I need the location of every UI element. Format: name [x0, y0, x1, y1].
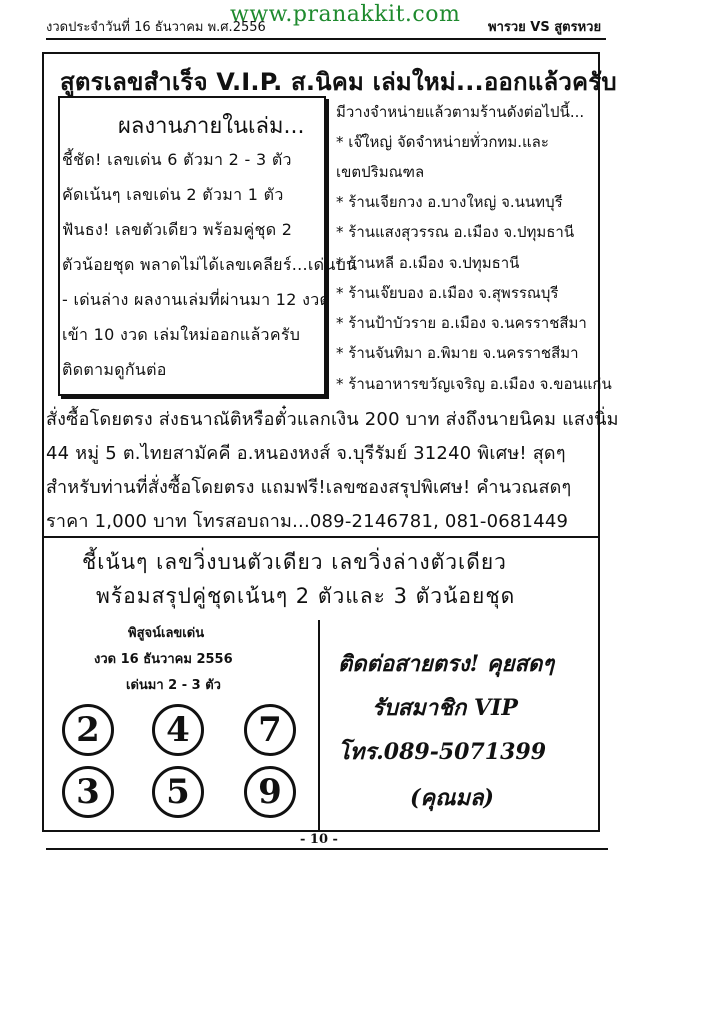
order-info-line: สั่งซื้อโดยตรง ส่งธนาณัติหรือตั๋วแลกเงิน 200 บาท ส่งถึงนายนิคม แสงนิ่ม: [46, 409, 619, 430]
results-line: ฟันธง! เลขตัวเดียว พร้อมคู่ชุด 2: [62, 220, 293, 239]
column-divider: [318, 620, 320, 830]
order-info-line: ราคา 1,000 บาท โทรสอบถาม...089-2146781, 081-0681449: [46, 511, 569, 532]
dealer-list-intro: มีวางจำหน่ายแล้วตามร้านดังต่อไปนี้...: [336, 103, 585, 121]
page-number: - 10 -: [300, 832, 338, 847]
results-title: ผลงานภายในเล่ม...: [118, 114, 305, 139]
order-info-line: สำหรับท่านที่สั่งซื้อโดยตรง แถมฟรี!เลขซองสรุปพิเศษ! คำนวณสดๆ: [46, 477, 572, 498]
dealer-item: * ร้านอาหารขวัญเจริญ อ.เมือง จ.ขอนแก่น: [336, 375, 612, 393]
issue-date-header: งวดประจำวันที่ 16 ธันวาคม พ.ศ.2556: [46, 20, 266, 35]
dealer-item: * ร้านแสงสุวรรณ อ.เมือง จ.ปทุมธานี: [336, 223, 575, 241]
contact-name: (คุณมล): [410, 785, 494, 811]
footer-divider: [46, 848, 608, 850]
publication-name: พารวย VS สูตรหวย: [488, 20, 602, 35]
advert-title: สูตรเลขสำเร็จ V.I.P. ส.นิคม เล่มใหม่...ออกแล้วครับ: [60, 68, 617, 96]
results-line: เข้า 10 งวด เล่มใหม่ออกแล้วครับ: [62, 325, 301, 344]
dealer-item: * ร้านหลี อ.เมือง จ.ปทุมธานี: [336, 254, 520, 272]
contact-phone: โทร.089-5071399: [338, 739, 547, 765]
dealer-item: * ร้านป้าบัวราย อ.เมือง จ.นครราชสีมา: [336, 314, 587, 332]
proof-date: งวด 16 ธันวาคม 2556: [94, 652, 233, 667]
results-line: - เด่นล่าง ผลงานเล่มที่ผ่านมา 12 งวด: [62, 290, 331, 309]
header-divider: [46, 38, 606, 40]
number-circle: 3: [62, 766, 114, 818]
dealer-item: * เจ๊ใหญ่ จัดจำหน่ายทั่วกทม.และ: [336, 133, 549, 151]
membership-line: รับสมาชิก VIP: [372, 695, 518, 721]
results-line: ชี้ชัด! เลขเด่น 6 ตัวมา 2 - 3 ตัว: [62, 150, 292, 169]
contact-headline: ติดต่อสายตรง! คุยสดๆ: [338, 651, 555, 677]
website-watermark: www.pranakkit.com: [230, 2, 461, 27]
section-divider: [42, 536, 600, 538]
proof-heading: พิสูจน์เลขเด่น: [128, 626, 205, 641]
promo-line: พร้อมสรุปคู่ชุดเน้นๆ 2 ตัวและ 3 ตัวน้อยชุด: [96, 584, 516, 608]
dealer-item: เขตปริมณฑล: [336, 163, 425, 181]
dealer-item: * ร้านจันทิมา อ.พิมาย จ.นครราชสีมา: [336, 344, 579, 362]
number-circle: 9: [244, 766, 296, 818]
order-info-line: 44 หมู่ 5 ต.ไทยสามัคคี อ.หนองหงส์ จ.บุรีรัมย์ 31240 พิเศษ! สุดๆ: [46, 443, 566, 464]
dealer-item: * ร้านเจ๊ยบอง อ.เมือง จ.สุพรรณบุรี: [336, 284, 559, 302]
results-line: คัดเน้นๆ เลขเด่น 2 ตัวมา 1 ตัว: [62, 185, 284, 204]
proof-count: เด่นมา 2 - 3 ตัว: [126, 678, 221, 693]
results-line: ตัวน้อยชุด พลาดไม่ได้เลขเคลียร์...เด่นบน: [62, 255, 358, 274]
number-circle: 5: [152, 766, 204, 818]
number-circle: 4: [152, 704, 204, 756]
results-line: ติดตามดูกันต่อ: [62, 360, 167, 379]
number-circle: 2: [62, 704, 114, 756]
promo-line: ชี้เน้นๆ เลขวิ่งบนตัวเดียว เลขวิ่งล่างตัวเดียว: [82, 550, 507, 574]
dealer-item: * ร้านเจียกวง อ.บางใหญ่ จ.นนทบุรี: [336, 193, 563, 211]
number-circle: 7: [244, 704, 296, 756]
